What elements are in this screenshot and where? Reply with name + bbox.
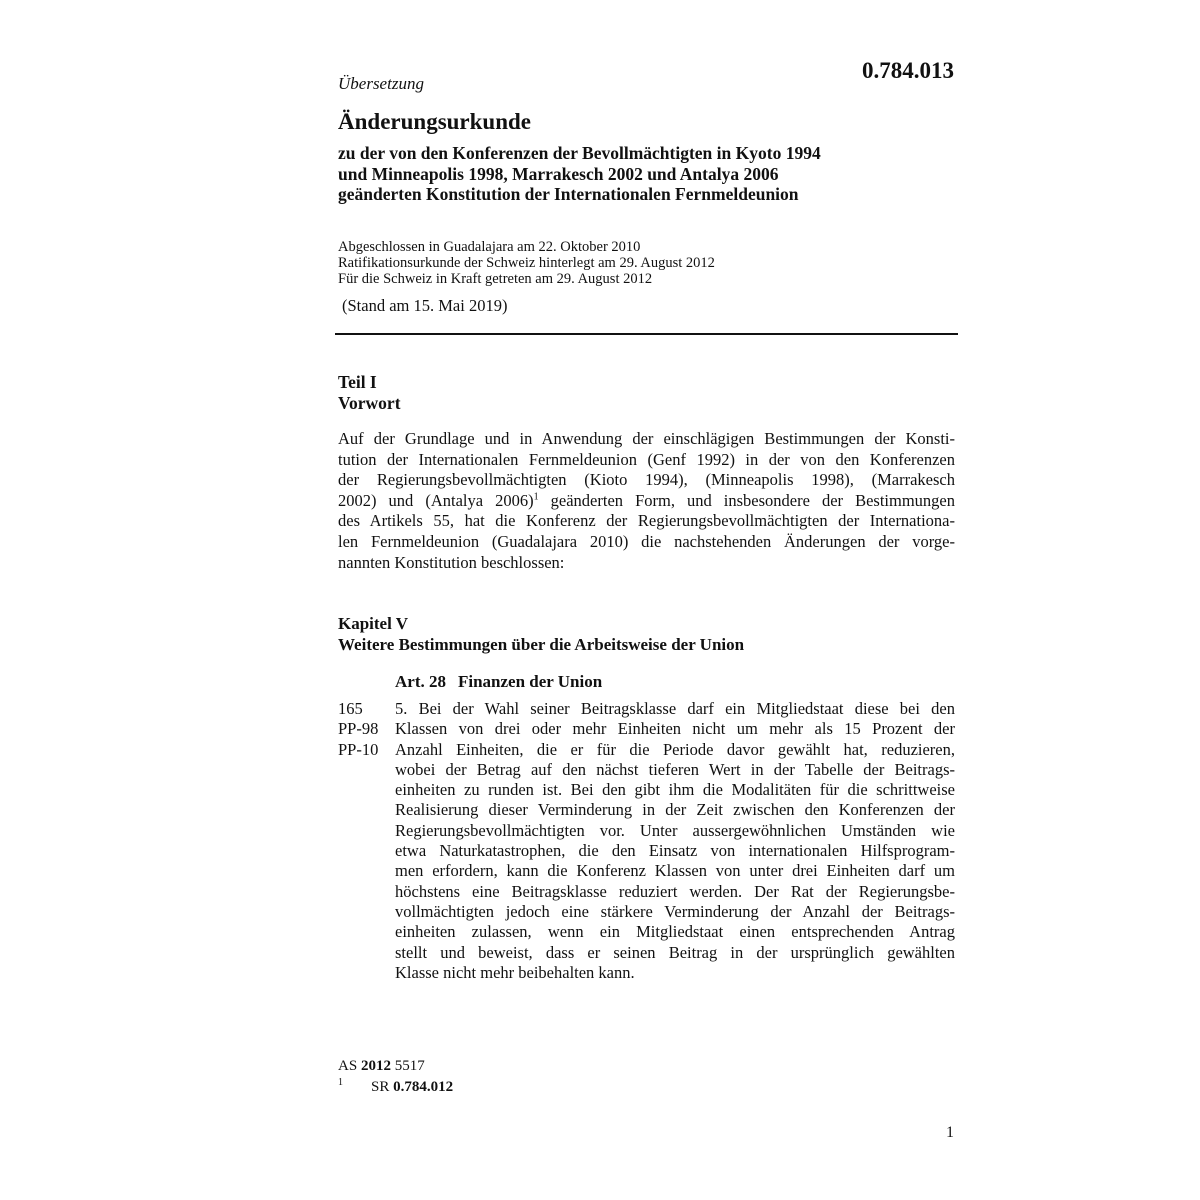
article-line: men erfordern, kann die Konferenz Klassen von unter drei Einheiten darf um xyxy=(395,861,955,881)
in-force-date: Für die Schweiz in Kraft getreten am 29. August 2012 xyxy=(338,271,653,287)
chapter-name: Weitere Bestimmungen über die Arbeitsweise der Union xyxy=(338,635,745,654)
preamble-line-end: geänderten Form, und insbesondere der Bestimmungen xyxy=(538,490,956,510)
part-heading xyxy=(338,372,401,414)
article-line: Klasse nicht mehr beibehalten kann. xyxy=(395,962,635,982)
ratification-date: Ratifikationsurkunde der Schweiz hinterlegt am 29. August 2012 xyxy=(338,255,715,271)
preamble-line: Auf der Grundlage und in Anwendung der einschlägigen Bestimmungen der Konsti- xyxy=(338,429,955,448)
chapter-heading xyxy=(338,613,744,655)
margin-references xyxy=(338,699,378,760)
subtitle-line: geänderten Konstitution der Internationalen Fernmeldeunion xyxy=(338,184,799,204)
subtitle-line: zu der von den Konferenzen der Bevollmächtigten in Kyoto 1994 xyxy=(338,143,821,163)
preamble-line: des Artikels 55, hat die Konferenz der Regierungsbevollmächtigten der Internationa- xyxy=(338,511,955,531)
article-body xyxy=(395,699,955,983)
stand-date: (Stand am 15. Mai 2019) xyxy=(342,296,508,315)
article-title: Finanzen der Union xyxy=(457,672,603,691)
article-line: Klassen von drei oder mehr Einheiten nicht um mehr als 15 Prozent der xyxy=(395,719,955,739)
preamble-line xyxy=(338,491,955,512)
article-number: Art. 28 xyxy=(395,672,446,691)
as-page: 5517 xyxy=(394,1058,425,1074)
article-line: stellt und beweist, dass er seinen Beitrag in der ursprünglich gewählten xyxy=(395,942,955,962)
article-line: Realisierung dieser Verminderung in der Zeit zwischen den Konferenzen der xyxy=(395,800,955,820)
article-line: vollmächtigten jedoch eine stärkere Verminderung der Anzahl der Beitrags- xyxy=(395,901,955,921)
document-subtitle xyxy=(338,143,958,205)
part-name: Vorwort xyxy=(338,393,401,413)
preamble-line: nannten Konstitution beschlossen: xyxy=(338,552,565,572)
article-line: höchstens eine Beitragsklasse reduziert werden. Der Rat der Regierungsbe- xyxy=(395,881,955,901)
footnote-prefix: SR xyxy=(371,1079,390,1095)
preamble-line: der Regierungsbevollmächtigten (Kioto 1994), (Minneapolis 1998), (Marrakesch xyxy=(338,470,955,490)
chapter-number: Kapitel V xyxy=(338,614,409,633)
article-line: einheiten zu runden ist. Bei den gibt ihm die Modalitäten für die schrittweise xyxy=(395,780,955,800)
margin-ref: PP-10 xyxy=(338,739,379,759)
article-line: einheiten zulassen, wenn ein Mitgliedstaat einen entsprechenden Antrag xyxy=(395,922,955,942)
preamble-paragraph xyxy=(338,429,955,573)
preamble-line-start: 2002) und (Antalya 2006) xyxy=(338,490,534,510)
as-prefix: AS xyxy=(338,1058,358,1074)
concluded-date: Abgeschlossen in Guadalajara am 22. Oktober 2010 xyxy=(338,239,641,255)
sr-number: 0.784.013 xyxy=(862,58,954,83)
article-line: Regierungsbevollmächtigten vor. Unter aussergewöhnlichen Umständen wie xyxy=(395,820,955,840)
article-line: wobei der Betrag auf den nächst tieferen Wert in der Tabelle der Beitrags- xyxy=(395,759,955,779)
article-line: 5. Bei der Wahl seiner Beitragsklasse darf ein Mitgliedstaat diese bei den xyxy=(395,699,955,718)
header-divider xyxy=(335,333,958,335)
official-collection-reference xyxy=(338,1058,425,1075)
document-metadata xyxy=(338,239,958,287)
as-year: 2012 xyxy=(360,1058,391,1074)
translation-label: Übersetzung xyxy=(338,74,424,93)
article-heading xyxy=(395,672,602,692)
footnote-reference[interactable]: 1 xyxy=(533,491,539,503)
part-number: Teil I xyxy=(338,372,377,392)
page-number: 1 xyxy=(946,1124,954,1141)
subtitle-line: und Minneapolis 1998, Marrakesch 2002 und Antalya 2006 xyxy=(338,163,779,184)
footnote-sr-reference[interactable]: 0.784.012 xyxy=(393,1079,454,1095)
margin-ref: 165 xyxy=(338,699,363,718)
footnote: 1 SR 0.784.012 xyxy=(338,1077,454,1095)
margin-ref: PP-98 xyxy=(338,719,379,739)
preamble-line: tution der Internationalen Fernmeldeunion (Genf 1992) in der von den Konferenzen xyxy=(338,449,955,469)
document-title: Änderungsurkunde xyxy=(338,109,532,134)
preamble-line: len Fernmeldeunion (Guadalajara 2010) die nachstehenden Änderungen der vorge- xyxy=(338,531,955,551)
article-line: etwa Naturkatastrophen, die den Einsatz von internationalen Hilfsprogram- xyxy=(395,841,955,861)
article-line: Anzahl Einheiten, die er für die Periode davor gewählt hat, reduzieren, xyxy=(395,739,955,759)
